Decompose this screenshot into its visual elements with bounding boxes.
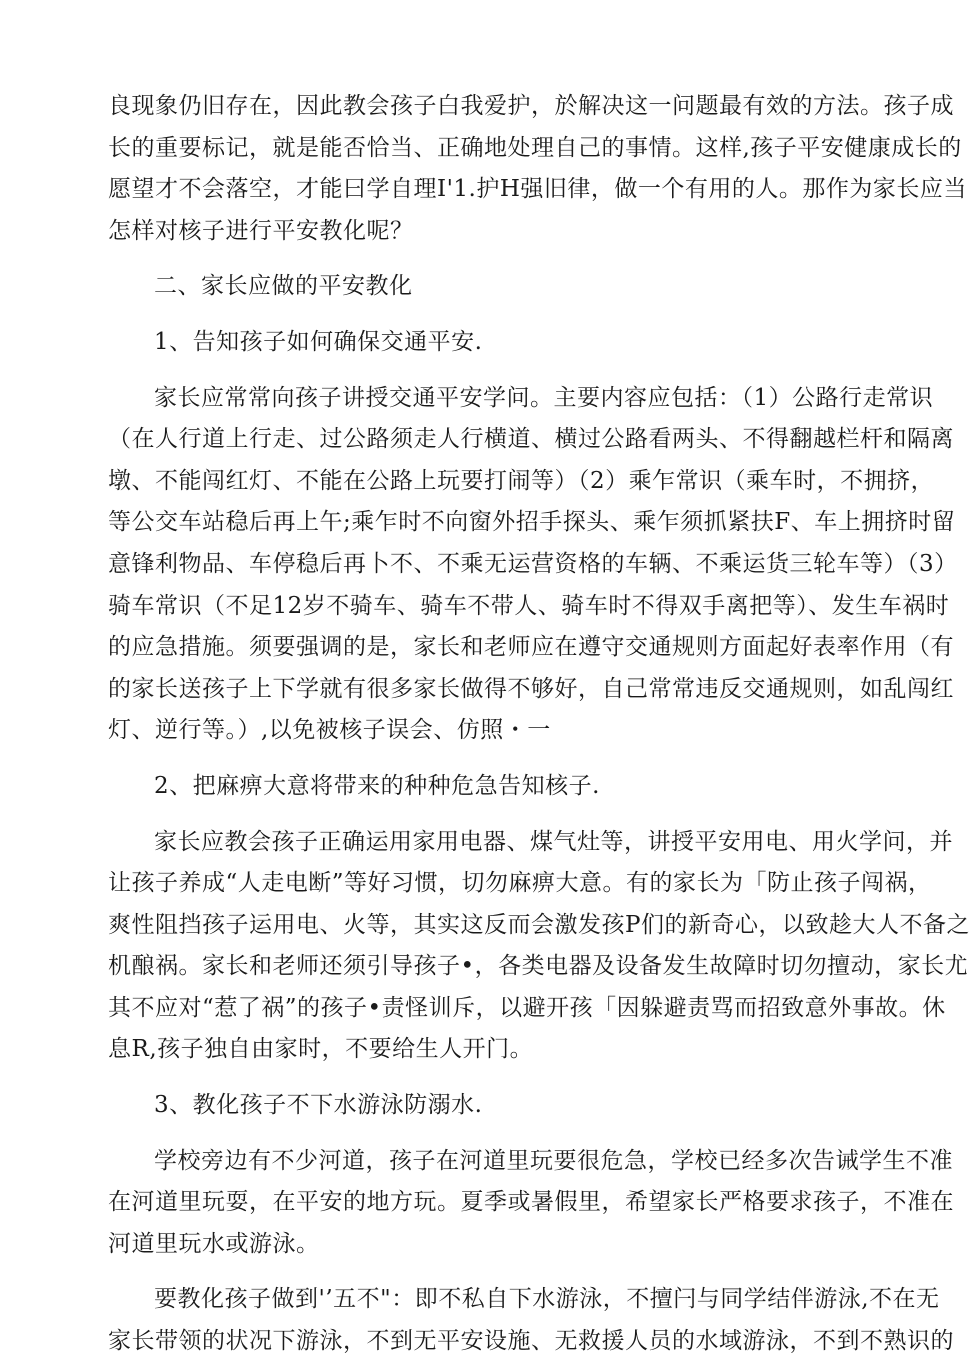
paragraph-traffic-safety	[108, 378, 958, 752]
paragraph-five-nos	[108, 1279, 954, 1362]
text-line: 家长应常常向孩子讲授交通平安学问。主要内容应包括：（1）公路行走常识	[154, 384, 934, 411]
item-heading-2	[108, 766, 820, 808]
text-line: 1、告知孩子如何确保交通平安.	[154, 328, 483, 355]
text-line: 二、家长应做的平安教化	[154, 273, 413, 300]
text-line: 机酿祸。家长和老师还须引导孩子•，各类电器及设备发生故障时切勿擅动，家长尤	[108, 953, 969, 980]
text-line: 墩、不能闯红灯、不能在公路上玩要打闹等）（2）乘乍常识（乘车时，不拥挤，	[108, 467, 935, 494]
text-line: 2、把麻痹大意将带来的种种危急告知核子.	[154, 772, 600, 799]
text-line: （在人行道上行走、过公路须走人行横道、横过公路看两头、不得翻越栏杆和隔离	[108, 426, 954, 453]
text-line: 爽性阻挡孩子运用电、火等，其实这反而会激发孩P们的新奇心，以致趁大人不备之	[108, 911, 970, 938]
text-line: 的家长送孩子上下学就有很多家长做得不够好，自己常常违反交通规则，如乱闯红	[108, 675, 954, 702]
paragraph-electric-fire-safety	[108, 822, 970, 1072]
text-line: 家长带领的状况下游泳，不到无平安设施、无救援人员的水域游泳，不到不熟识的	[108, 1328, 954, 1355]
text-line: 良现象仍旧存在，因此教会孩子白我爱护，於解决这一问题最有效的方法。孩子成	[108, 93, 954, 119]
text-line: 学校旁边有不少河道，孩子在河道里玩要很危急，学校已经多次告诫学生不准	[154, 1147, 953, 1174]
section-heading	[108, 266, 820, 308]
text-line: 其不应对“惹了祸”的孩子•责怪训斥，以避开孩「因躲避责骂而招致意外事故。休	[108, 994, 946, 1021]
text-line: 在河道里玩耍，在平安的地方玩。夏季或暑假里，希望家长严格要求孩子，不准在	[108, 1189, 954, 1216]
item-heading-3	[108, 1085, 820, 1127]
text-line: 河道里玩水或游泳。	[108, 1230, 320, 1257]
text-line: 骑车常识（不足12岁不骑车、骑车不带人、骑车时不得双手离把等）、发生车祸时	[108, 592, 950, 619]
text-line: 长的重要标记，就是能否恰当、正确地处理自己的事情。这样,孩子平安健康成长的	[108, 134, 962, 161]
paragraph-intro	[108, 86, 967, 252]
document-body	[108, 86, 970, 1363]
text-line: 怎样对核子进行平安教化呢？	[108, 217, 414, 244]
text-line: 等公交车站稳后再上午;乘乍时不向窗外招手探头、乘乍须抓紧扶F、车上拥挤时留	[108, 509, 956, 536]
item-heading-1	[108, 322, 820, 364]
text-line: 意锋利物品、车停稳后再卜不、不乘无运营资格的车辆、不乘运货三轮车等）（3）	[108, 550, 958, 577]
text-line: 家长应教会孩子正确运用家用电器、煤气灶等，讲授平安用电、用火学问，并	[154, 828, 953, 855]
text-line: 息R,孩子独自由家时，不要给生人开门。	[108, 1036, 534, 1063]
text-line: 愿望才不会落空，才能曰学自理I'1.护H强旧律，做一个有用的人。那作为家长应当	[108, 176, 967, 203]
paragraph-river-safety	[108, 1141, 954, 1266]
text-line: 灯、逆行等。）,以免被核子误会、仿照・一	[108, 717, 551, 744]
text-line: 的应急措施。须要强调的是，家长和老师应在遵守交通规则方面起好表率作用（有	[108, 634, 954, 661]
text-line: 要教化孩子做到'’五不"：即不私自下水游泳，不擅闩与同学结伴游泳,不在无	[154, 1286, 940, 1313]
text-line: 3、教化孩子不下水游泳防溺水.	[154, 1092, 483, 1119]
text-line: 让孩子养成“人走电断”等好习惯，切勿麻痹大意。有的家长为「防止孩子闯祸，	[108, 870, 932, 897]
